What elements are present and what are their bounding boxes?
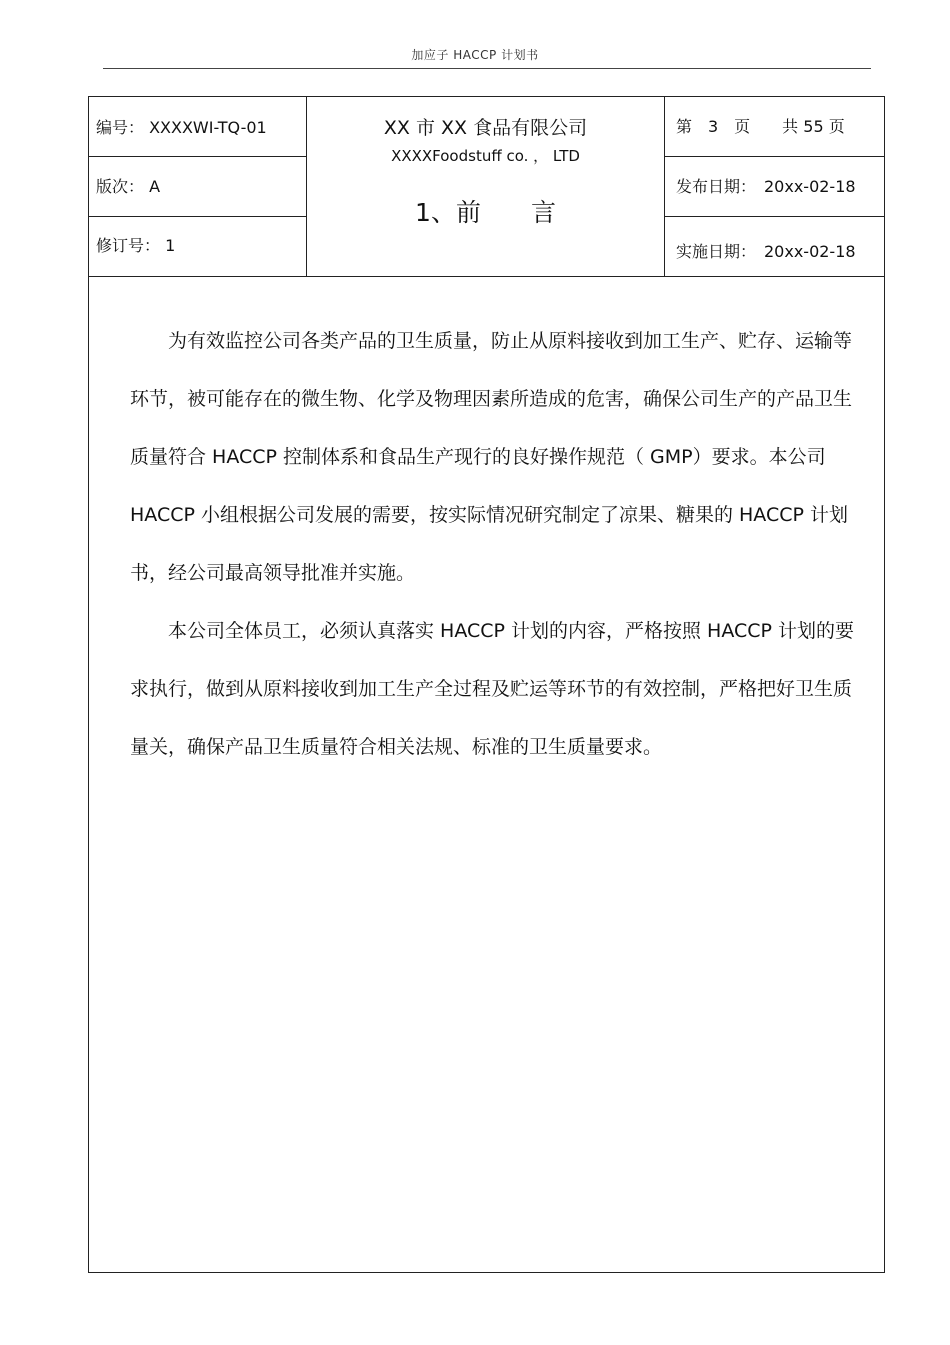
paragraph-1: 为有效监控公司各类产品的卫生质量，防止从原料接收到加工生产、贮存、运输等环节，被可能存在的微生物、化学及物理因素所造成的危害，确保公司生产的产品卫生质量符合 HACCP 控制体系和食品生产现行的良好操作规范（ GMP）要求。本公司 HACCP 小组根据公司发展的需要，按实际情况研究制定了凉果、糖果的 HACCP 计划书，经公司最高领导批准并实施。 bbox=[130, 330, 853, 584]
section-title: 1、前 言 bbox=[415, 198, 556, 227]
company-english-name: XXXXFoodstuff co. ， LTD bbox=[391, 147, 580, 165]
effective-date: 实施日期： 20xx-02-18 bbox=[676, 242, 856, 261]
revision-number: 修订号： 1 bbox=[96, 236, 176, 255]
right-cell-divider-2 bbox=[664, 216, 885, 217]
header-table-bottom-line bbox=[88, 276, 885, 277]
paragraph-2: 本公司全体员工，必须认真落实 HACCP 计划的内容，严格按照 HACCP 计划的要求执行，做到从原料接收到加工生产全过程及贮运等环节的有效控制，严格把好卫生质量关，确保产品卫生质量符合相关法规、标准的卫生质量要求。 bbox=[130, 620, 855, 758]
body-text bbox=[130, 312, 855, 776]
left-cell-divider-2 bbox=[88, 216, 306, 217]
running-header: 加应子 HACCP 计划书 bbox=[411, 48, 539, 62]
right-cell-divider-1 bbox=[664, 156, 885, 157]
header-table-divider-right bbox=[664, 96, 665, 276]
issue-date: 发布日期： 20xx-02-18 bbox=[676, 177, 856, 196]
left-cell-divider-1 bbox=[88, 156, 306, 157]
header-rule bbox=[103, 68, 871, 69]
page-info: 第 3 页 共 55 页 bbox=[676, 117, 845, 136]
doc-number: 编号： XXXXWI-TQ-01 bbox=[96, 118, 267, 137]
company-name: XX 市 XX 食品有限公司 bbox=[383, 117, 588, 139]
version: 版次： A bbox=[96, 177, 161, 196]
